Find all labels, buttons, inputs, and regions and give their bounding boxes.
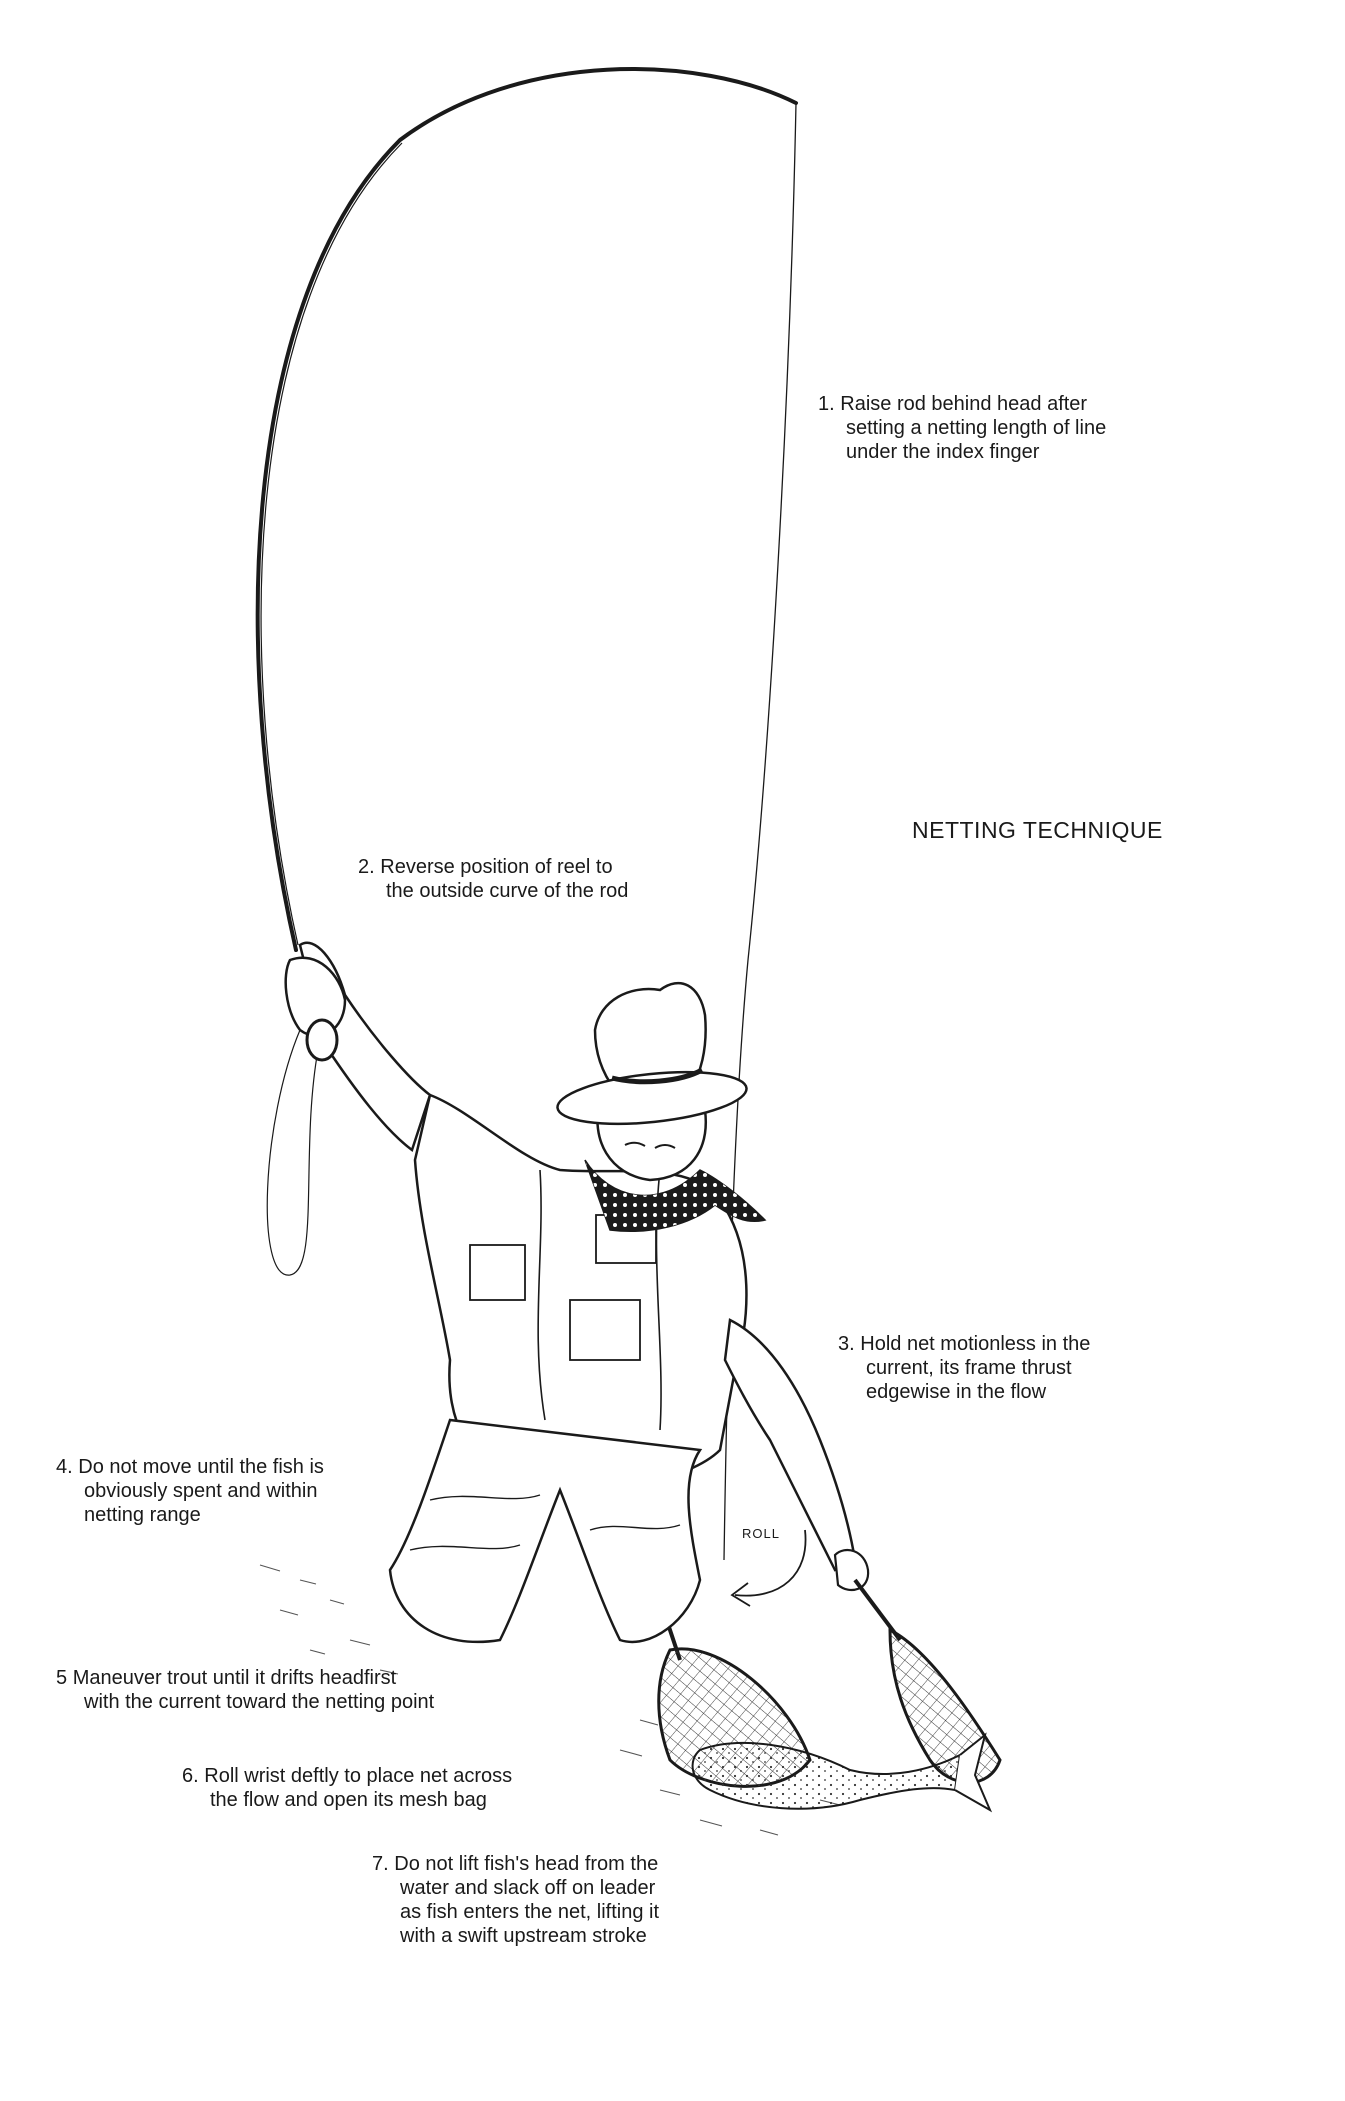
step-text: obviously spent and within bbox=[84, 1480, 318, 1502]
step-4-callout bbox=[56, 1455, 324, 1527]
slack-line-loop bbox=[267, 1030, 318, 1275]
waders bbox=[390, 1420, 700, 1642]
step-3-callout bbox=[838, 1332, 1090, 1404]
step-text: Do not lift fish's head from the bbox=[394, 1853, 659, 1875]
step-number: 4. bbox=[56, 1456, 73, 1478]
step-text: with the current toward the netting point bbox=[84, 1691, 435, 1713]
step-2-callout bbox=[358, 855, 628, 903]
roll-label: ROLL bbox=[742, 1526, 780, 1541]
step-text: water and slack off on leader bbox=[400, 1877, 656, 1899]
step-text: the flow and open its mesh bag bbox=[210, 1789, 487, 1811]
step-text: with a swift upstream stroke bbox=[400, 1925, 647, 1947]
step-text: Maneuver trout until it drifts headfirst bbox=[72, 1667, 397, 1689]
step-1-callout bbox=[818, 392, 1106, 464]
step-number: 5 bbox=[56, 1667, 68, 1689]
step-text: Reverse position of reel to bbox=[380, 856, 613, 878]
step-number: 3. bbox=[838, 1333, 855, 1355]
step-6-callout bbox=[182, 1764, 512, 1812]
step-text: under the index finger bbox=[846, 441, 1040, 463]
step-text: the outside curve of the rod bbox=[386, 880, 629, 902]
step-7-callout bbox=[372, 1852, 659, 1948]
diagram-title: NETTING TECHNIQUE bbox=[912, 817, 1163, 843]
step-text: Raise rod behind head after bbox=[840, 393, 1088, 415]
step-text: netting range bbox=[84, 1504, 201, 1526]
step-text: Hold net motionless in the bbox=[860, 1333, 1091, 1355]
step-number: 1. bbox=[818, 393, 835, 415]
landing-net-right bbox=[890, 1630, 1000, 1783]
trout bbox=[693, 1743, 960, 1809]
hat-brim bbox=[555, 1064, 749, 1132]
step-text: setting a netting length of line bbox=[846, 417, 1107, 439]
step-number: 6. bbox=[182, 1765, 199, 1787]
step-5-callout bbox=[56, 1666, 434, 1714]
step-number: 2. bbox=[358, 856, 375, 878]
fly-rod bbox=[258, 69, 796, 950]
step-number: 7. bbox=[372, 1853, 389, 1875]
step-text: as fish enters the net, lifting it bbox=[400, 1901, 660, 1923]
step-text: Roll wrist deftly to place net across bbox=[204, 1765, 513, 1787]
step-text: Do not move until the fish is bbox=[78, 1456, 324, 1478]
step-text: edgewise in the flow bbox=[866, 1381, 1047, 1403]
step-text: current, its frame thrust bbox=[866, 1357, 1072, 1379]
fly-reel bbox=[307, 1020, 337, 1060]
net-hand bbox=[835, 1550, 868, 1590]
